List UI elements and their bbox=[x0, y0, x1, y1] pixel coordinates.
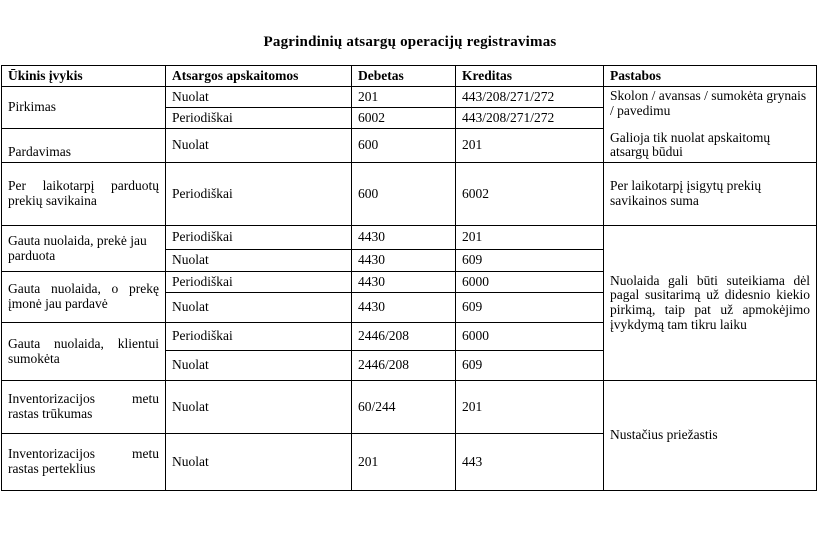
note-inventory: Nustačius priežastis bbox=[604, 381, 817, 491]
debit-cell: 60/244 bbox=[352, 381, 456, 434]
event-cell: Pirkimas bbox=[2, 87, 166, 129]
note-cost: Per laikotarpį įsigytų prekių savikainos suma bbox=[604, 163, 817, 226]
header-notes: Pastabos bbox=[604, 66, 817, 87]
method-cell: Periodiškai bbox=[166, 226, 352, 250]
credit-cell: 6000 bbox=[456, 272, 604, 293]
table-row bbox=[2, 87, 817, 108]
table-row bbox=[2, 381, 817, 434]
debit-cell: 2446/208 bbox=[352, 351, 456, 381]
header-debit: Debetas bbox=[352, 66, 456, 87]
note-purchase: Skolon / avansas / sumokėta grynais / pavedimu bbox=[604, 87, 817, 129]
debit-cell: 4430 bbox=[352, 226, 456, 250]
method-cell: Nuolat bbox=[166, 250, 352, 272]
table-row bbox=[2, 163, 817, 226]
debit-cell: 2446/208 bbox=[352, 323, 456, 351]
method-cell: Nuolat bbox=[166, 351, 352, 381]
method-cell: Nuolat bbox=[166, 293, 352, 323]
event-cell: Pardavimas bbox=[2, 129, 166, 163]
debit-cell: 4430 bbox=[352, 272, 456, 293]
debit-cell: 6002 bbox=[352, 108, 456, 129]
method-cell: Nuolat bbox=[166, 129, 352, 163]
debit-cell: 600 bbox=[352, 129, 456, 163]
credit-cell: 6000 bbox=[456, 323, 604, 351]
credit-cell: 609 bbox=[456, 250, 604, 272]
event-cell: Per laikotarpį parduotų prekių savikaina bbox=[2, 163, 166, 226]
credit-cell: 443/208/271/272 bbox=[456, 87, 604, 108]
credit-cell: 201 bbox=[456, 381, 604, 434]
table-row bbox=[2, 226, 817, 250]
debit-cell: 201 bbox=[352, 87, 456, 108]
credit-cell: 609 bbox=[456, 351, 604, 381]
note-discount: Nuolaida gali būti suteikiama dėl pagal susitarimą už didesnio kiekio pirkimą, taip pat už apmokėjimo įvykdymą tam tikru laiku bbox=[604, 226, 817, 381]
credit-cell: 201 bbox=[456, 129, 604, 163]
header-method: Atsargos apskaitomos bbox=[166, 66, 352, 87]
event-cell: Inventorizacijos metu rastas trūkumas bbox=[2, 381, 166, 434]
debit-cell: 4430 bbox=[352, 250, 456, 272]
table-row bbox=[2, 129, 817, 163]
credit-cell: 443/208/271/272 bbox=[456, 108, 604, 129]
method-cell: Periodiškai bbox=[166, 323, 352, 351]
page-title: Pagrindinių atsargų operacijų registravimas bbox=[263, 34, 557, 50]
debit-cell: 201 bbox=[352, 434, 456, 491]
credit-cell: 609 bbox=[456, 293, 604, 323]
method-cell: Nuolat bbox=[166, 381, 352, 434]
method-cell: Periodiškai bbox=[166, 272, 352, 293]
note-sale: Galioja tik nuolat apskaitomų atsargų būdui bbox=[604, 129, 817, 163]
event-cell: Inventorizacijos metu rastas perteklius bbox=[2, 434, 166, 491]
credit-cell: 201 bbox=[456, 226, 604, 250]
method-cell: Periodiškai bbox=[166, 163, 352, 226]
event-cell: Gauta nuolaida, klientui sumokėta bbox=[2, 323, 166, 381]
method-cell: Periodiškai bbox=[166, 108, 352, 129]
registration-table bbox=[1, 65, 817, 491]
header-credit: Kreditas bbox=[456, 66, 604, 87]
credit-cell: 443 bbox=[456, 434, 604, 491]
table-header-row bbox=[2, 66, 817, 87]
event-cell: Gauta nuolaida, o prekę įmonė jau pardavė bbox=[2, 272, 166, 323]
event-cell: Gauta nuolaida, prekė jau parduota bbox=[2, 226, 166, 272]
debit-cell: 600 bbox=[352, 163, 456, 226]
debit-cell: 4430 bbox=[352, 293, 456, 323]
method-cell: Nuolat bbox=[166, 434, 352, 491]
method-cell: Nuolat bbox=[166, 87, 352, 108]
credit-cell: 6002 bbox=[456, 163, 604, 226]
header-event: Ūkinis įvykis bbox=[2, 66, 166, 87]
